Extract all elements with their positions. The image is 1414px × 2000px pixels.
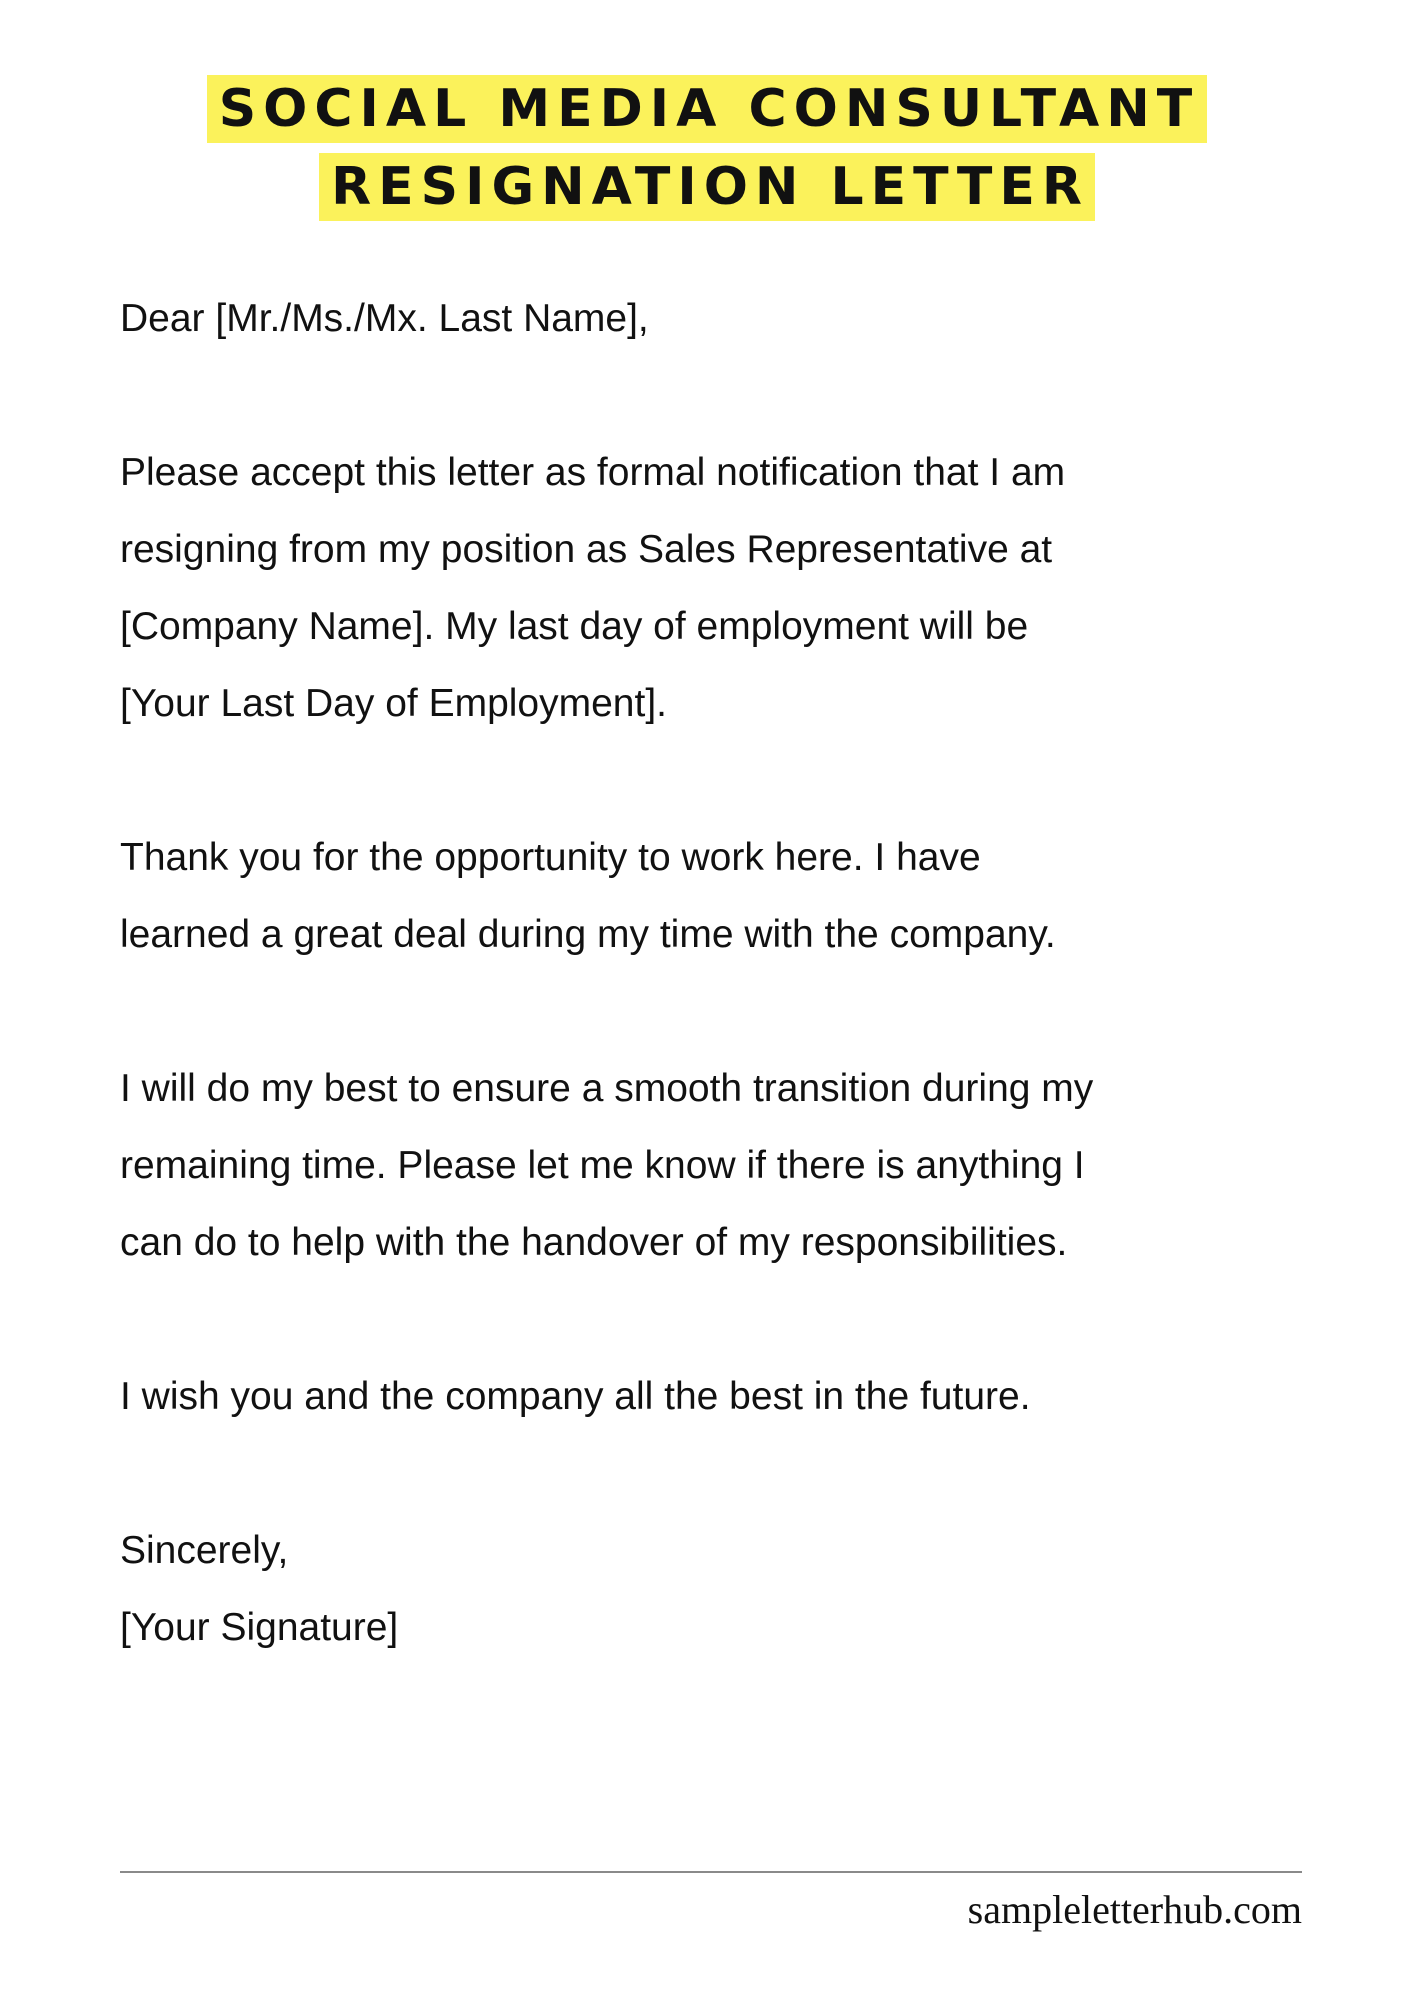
- paragraph-spacer: [120, 1281, 1360, 1358]
- paragraph-line: can do to help with the handover of my responsibilities.: [120, 1221, 1068, 1264]
- title-line-1-wrapper: [0, 70, 1414, 148]
- title-line-1: SOCIAL MEDIA CONSULTANT: [207, 75, 1208, 143]
- paragraph-line: Thank you for the opportunity to work here. I have: [120, 836, 981, 879]
- signature-placeholder: [Your Signature]: [120, 1606, 399, 1649]
- letter-body: [120, 280, 1360, 1666]
- paragraph-spacer: [120, 973, 1360, 1050]
- paragraph-notification: [120, 434, 1360, 742]
- paragraph-line: [Your Last Day of Employment].: [120, 682, 667, 725]
- paragraph-line: resigning from my position as Sales Representative at: [120, 528, 1053, 571]
- paragraph-line: [Company Name]. My last day of employment will be: [120, 605, 1029, 648]
- paragraph-spacer: [120, 357, 1360, 434]
- title-line-2: RESIGNATION LETTER: [319, 153, 1095, 221]
- paragraph-line: I will do my best to ensure a smooth transition during my: [120, 1067, 1094, 1110]
- title-line-2-wrapper: [0, 148, 1414, 226]
- paragraph-line: Please accept this letter as formal notification that I am: [120, 451, 1066, 494]
- paragraph-spacer: [120, 742, 1360, 819]
- closing: Sincerely,: [120, 1529, 289, 1572]
- page-title: [0, 70, 1414, 226]
- paragraph-line: I wish you and the company all the best in the future.: [120, 1375, 1031, 1418]
- paragraph-transition: [120, 1050, 1360, 1281]
- footer-divider: [120, 1871, 1302, 1873]
- paragraph-spacer: [120, 1435, 1360, 1512]
- paragraph-line: learned a great deal during my time with the company.: [120, 913, 1056, 956]
- salutation: Dear [Mr./Ms./Mx. Last Name],: [120, 297, 649, 340]
- footer-site: sampleletterhub.com: [967, 1887, 1302, 1932]
- paragraph-line: remaining time. Please let me know if there is anything I: [120, 1144, 1085, 1187]
- paragraph-wishes: [120, 1358, 1360, 1435]
- paragraph-thanks: [120, 819, 1360, 973]
